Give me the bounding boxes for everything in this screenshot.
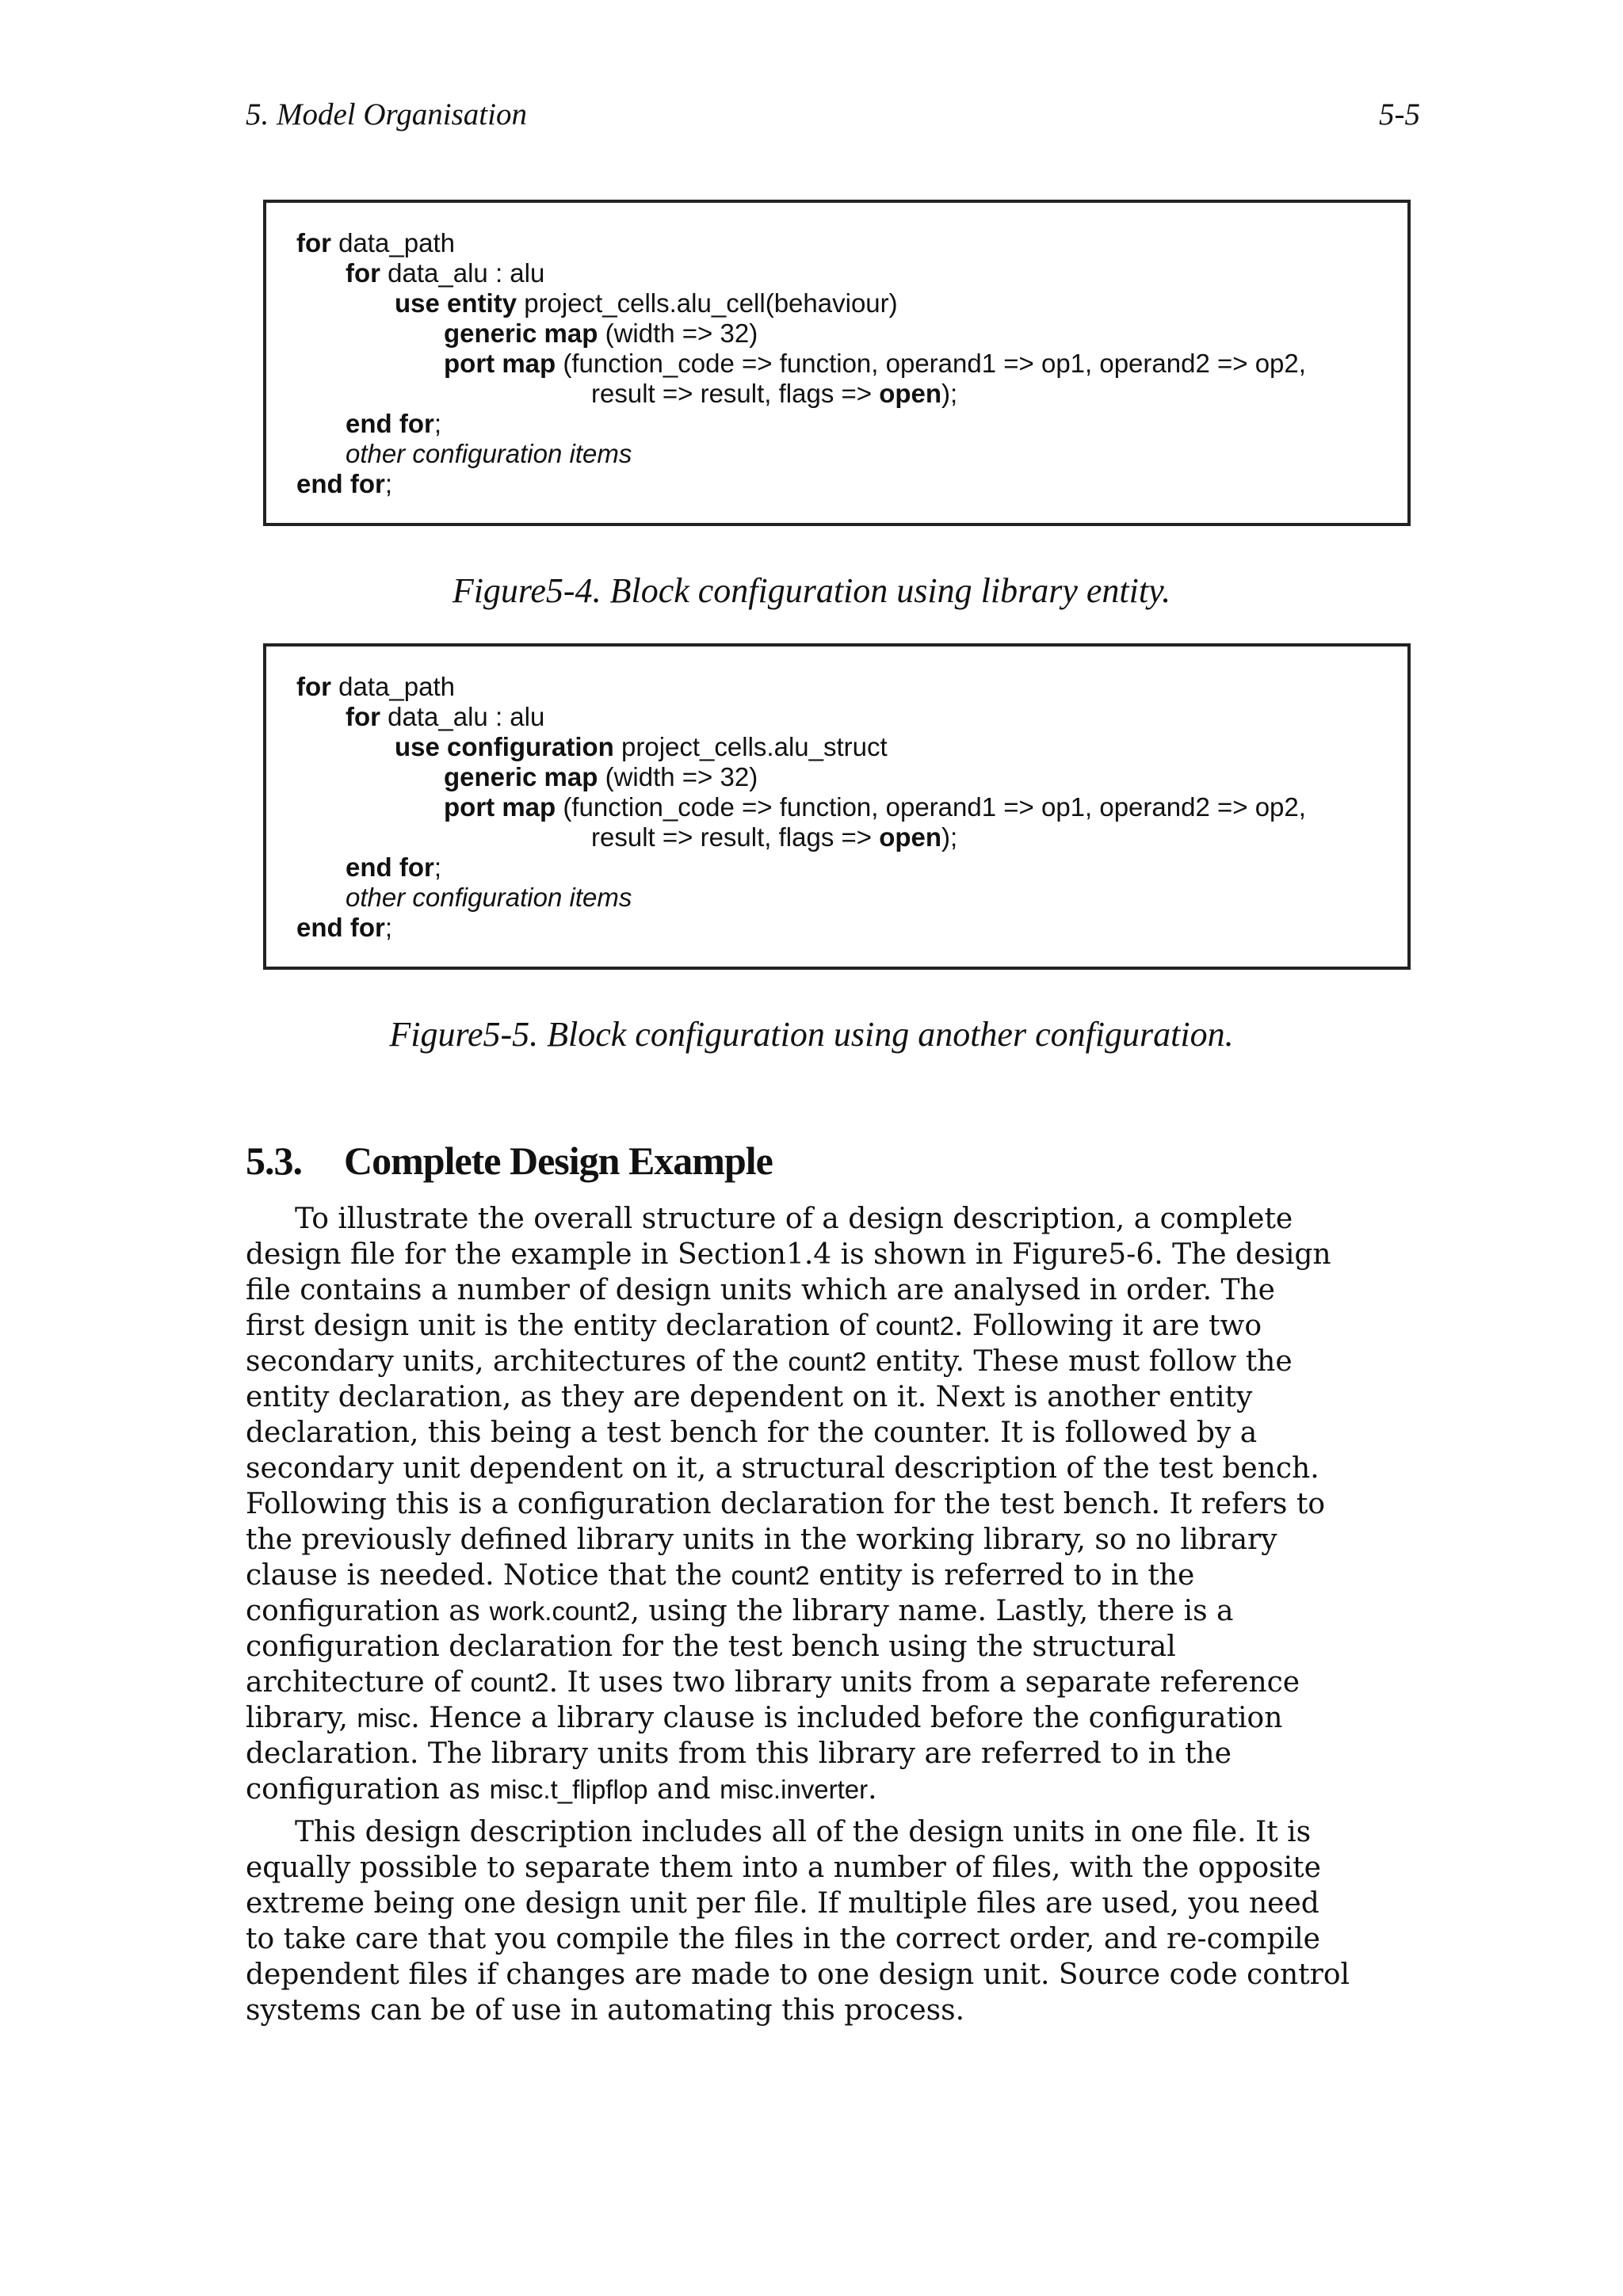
running-header-chapter: 5. Model Organisation [246, 97, 527, 132]
text-line: design file for the example in Section1.4 is shown in Figure5-6. The design [246, 1238, 1331, 1271]
code-text: (width => 32) [598, 762, 758, 791]
text-span: configuration as [246, 1773, 490, 1806]
text-line [246, 1558, 1426, 1593]
code-text: ; [433, 409, 441, 438]
code-line [296, 762, 1306, 792]
code-line [296, 409, 1306, 439]
text-line: declaration. The library units from this library are referred to in the [246, 1737, 1232, 1770]
code-text: ; [384, 913, 392, 942]
text-line: declaration, this being a test bench for the counter. It is followed by a [246, 1417, 1258, 1449]
code-keyword: generic map [444, 318, 598, 348]
code-line [296, 913, 1306, 943]
text-span: . [868, 1773, 877, 1806]
code-figure-5-4 [263, 200, 1411, 526]
text-span: and [647, 1773, 720, 1806]
code-text: (width => 32) [598, 318, 758, 348]
text-span: , using the library name. Lastly, there is a [630, 1595, 1234, 1627]
code-term: count2 [470, 1668, 549, 1697]
code-term: misc.t_flipflop [489, 1775, 648, 1804]
code-keyword: use entity [395, 288, 517, 318]
text-line [246, 1772, 1426, 1807]
text-line: to take care that you compile the files in the correct order, and re-compile [246, 1923, 1320, 1955]
code-line [296, 672, 1306, 702]
text-line: Following this is a configuration declaration for the test bench. It refers to [246, 1488, 1325, 1520]
text-line: This design description includes all of the design units in one file. It is [295, 1816, 1312, 1848]
text-span: first design unit is the entity declaration of [246, 1310, 876, 1342]
code-text: data_path [331, 672, 455, 701]
code-keyword: end for [296, 913, 385, 942]
text-line [246, 1344, 1426, 1379]
code-text: result => result, flags => [591, 379, 880, 408]
code-line [296, 439, 1306, 469]
body-paragraph [246, 1201, 1426, 1807]
text-span: architecture of [246, 1666, 471, 1699]
text-span: secondary units, architectures of the [246, 1345, 789, 1378]
figure-caption: Figure5-5. Block configuration using another configuration. [389, 1015, 1234, 1054]
code-keyword: end for [346, 409, 434, 438]
code-keyword: for [346, 258, 380, 288]
text-line [246, 1700, 1426, 1736]
code-comment: other configuration items [346, 883, 632, 912]
code-text: ); [941, 822, 958, 852]
code-text: result => result, flags => [591, 822, 880, 852]
code-text: data_alu : alu [380, 258, 545, 288]
text-line: systems can be of use in automating this process. [246, 1994, 965, 2027]
code-line [296, 702, 1306, 732]
text-span: configuration as [246, 1595, 490, 1627]
text-line [246, 1665, 1426, 1700]
code-listing [296, 228, 1306, 499]
code-line [296, 732, 1306, 762]
text-span: . Following it are two [953, 1310, 1262, 1342]
code-term: count2 [788, 1347, 867, 1376]
code-keyword: generic map [444, 762, 598, 791]
code-term: work.count2 [489, 1596, 631, 1626]
code-keyword: end for [346, 852, 434, 882]
code-line [296, 288, 1306, 318]
text-line: file contains a number of design units which are analysed in order. The [246, 1274, 1275, 1306]
code-line [296, 822, 1306, 852]
code-listing [296, 672, 1306, 943]
text-line: equally possible to separate them into a number of files, with the opposite [246, 1852, 1321, 1884]
text-span: entity. These must follow the [866, 1345, 1293, 1378]
code-text: ); [941, 379, 958, 408]
code-comment: other configuration items [346, 439, 632, 468]
code-line [296, 349, 1306, 379]
code-keyword: use configuration [395, 732, 614, 761]
text-span: . It uses two library units from a separate reference [548, 1666, 1300, 1699]
text-span: library, [246, 1702, 357, 1734]
code-keyword: for [296, 228, 331, 257]
code-keyword: open [879, 822, 942, 852]
text-line: extreme being one design unit per file. If multiple files are used, you need [246, 1887, 1319, 1920]
code-line [296, 792, 1306, 822]
text-span: clause is needed. Notice that the [246, 1559, 731, 1592]
code-line [296, 883, 1306, 913]
code-keyword: for [296, 672, 331, 701]
code-text: ; [433, 852, 441, 882]
code-term: count2 [875, 1311, 954, 1341]
code-figure-5-5 [263, 643, 1411, 970]
code-keyword: open [879, 379, 942, 408]
text-span: entity is referred to in the [809, 1559, 1195, 1592]
code-text: project_cells.alu_struct [613, 732, 888, 761]
code-line [296, 852, 1306, 883]
text-line [246, 1308, 1426, 1344]
section-title: Complete Design Example [344, 1138, 773, 1183]
code-text: project_cells.alu_cell(behaviour) [517, 288, 898, 318]
code-text: (function_code => function, operand1 => op1, operand2 => op2, [556, 792, 1306, 822]
text-line: configuration declaration for the test bench using the structural [246, 1630, 1176, 1663]
code-line [296, 258, 1306, 288]
code-text: ; [384, 469, 392, 498]
text-line: the previously defined library units in the working library, so no library [246, 1524, 1277, 1556]
text-line: entity declaration, as they are dependent on it. Next is another entity [246, 1381, 1253, 1413]
code-line [296, 228, 1306, 258]
code-line [296, 469, 1306, 499]
code-text: data_alu : alu [380, 702, 545, 731]
text-line: To illustrate the overall structure of a design description, a complete [295, 1203, 1293, 1235]
code-term: misc.inverter [720, 1775, 869, 1804]
text-line: secondary unit dependent on it, a structural description of the test bench. [246, 1452, 1319, 1485]
figure-caption: Figure5-4. Block configuration using library entity. [452, 571, 1171, 610]
code-keyword: port map [444, 349, 556, 378]
code-text: (function_code => function, operand1 => op1, operand2 => op2, [556, 349, 1306, 378]
code-term: misc [357, 1703, 411, 1733]
section-number: 5.3. [246, 1138, 302, 1183]
text-line [246, 1593, 1426, 1629]
running-header-page-number: 5-5 [1379, 97, 1420, 132]
code-keyword: for [346, 702, 380, 731]
code-keyword: end for [296, 469, 385, 498]
code-text: data_path [331, 228, 455, 257]
code-keyword: port map [444, 792, 556, 822]
body-paragraph [246, 1814, 1426, 2028]
section-heading [246, 1138, 773, 1184]
text-span: . Hence a library clause is included before the configuration [411, 1702, 1283, 1734]
code-line [296, 379, 1306, 409]
code-line [296, 318, 1306, 349]
text-line: dependent files if changes are made to one design unit. Source code control [246, 1958, 1350, 1991]
code-term: count2 [731, 1561, 810, 1590]
